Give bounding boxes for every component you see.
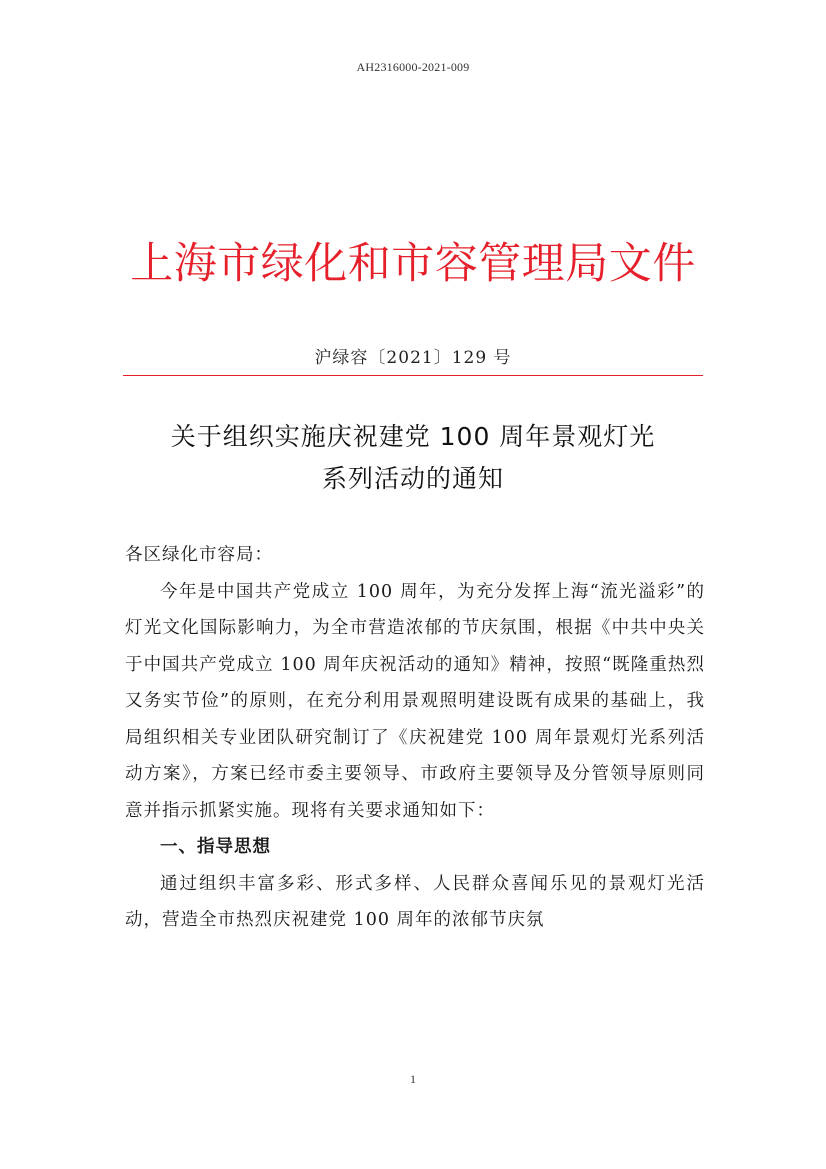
issuing-authority-masthead: 上海市绿化和市容管理局文件	[130, 239, 696, 289]
notice-body	[125, 537, 705, 939]
document-number: 沪绿容〔2021〕129 号	[314, 348, 512, 368]
page-number: 1	[410, 1072, 416, 1086]
body-paragraph-intro: 今年是中国共产党成立 100 周年，为充分发挥上海“流光溢彩”的灯光文化国际影响力，为全市营造浓郁的节庆氛围，根据《中共中央关于中国共产党成立 100 周年庆祝活动的通知》精神，按照“既隆重热烈又务实节俭”的原则，在充分利用景观照明建设既有成果的基础上，我局组织相关专业团队研究制订了《庆祝建党 100 周年景观灯光系列活动方案》，方案已经市委主要领导、市政府主要领导及分管领导原则同意并指示抓紧实施。现将有关要求通知如下：	[125, 581, 705, 821]
notice-title	[118, 416, 708, 500]
body-paragraph-guiding-ideology: 通过组织丰富多彩、形式多样、人民群众喜闻乐见的景观灯光活动，营造全市热烈庆祝建党 100 周年的浓郁节庆氛	[125, 873, 705, 930]
red-separator-line	[123, 375, 703, 376]
notice-title-line-1: 关于组织实施庆祝建党 100 周年景观灯光	[170, 422, 656, 451]
section-heading-guiding-ideology: 一、指导思想	[160, 837, 271, 857]
notice-title-line-2: 系列活动的通知	[321, 464, 504, 493]
document-code: AH2316000-2021-009	[356, 60, 470, 74]
addressee: 各区绿化市容局：	[125, 545, 273, 565]
